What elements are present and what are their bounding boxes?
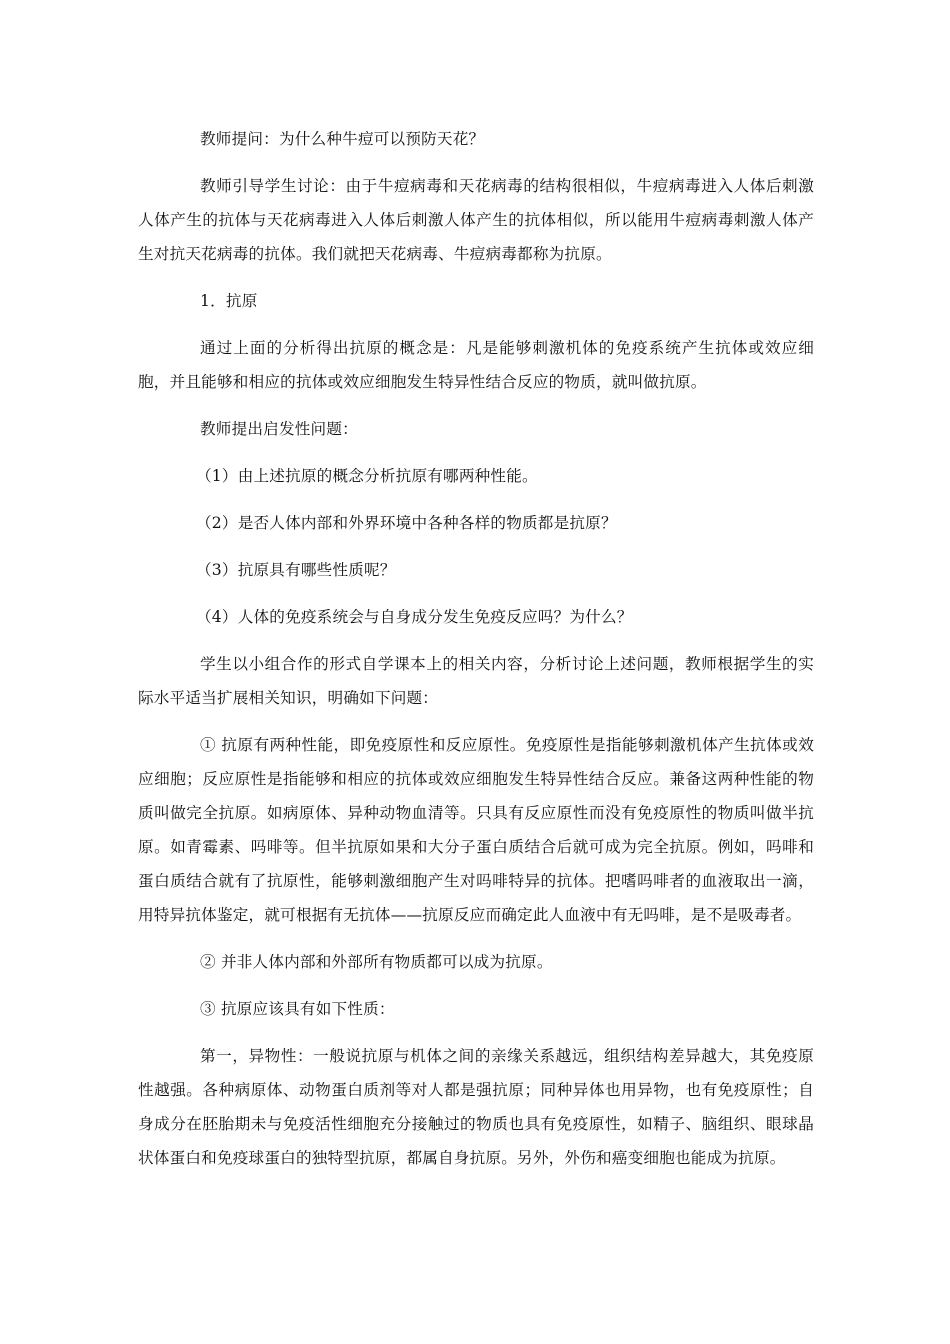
answer-item-3: ③ 抗原应该具有如下性质： [200, 1000, 395, 1018]
answer-item-2: ② 并非人体内部和外部所有物质都可以成为抗原。 [200, 953, 553, 971]
paragraph-antigen-concept: 通过上面的分析得出抗原的概念是：凡是能够刺激机体的免疫系统产生抗体或效应细胞，并且能够和相应的抗体或效应细胞发生特异性结合反应的物质，就叫做抗原。 [138, 339, 814, 391]
question-item-3: （3）抗原具有哪些性质呢？ [196, 561, 396, 579]
question-item-4: （4）人体的免疫系统会与自身成分发生免疫反应吗？为什么？ [196, 608, 633, 626]
question-item-2: （2）是否人体内部和外界环境中各种各样的物质都是抗原？ [196, 514, 617, 532]
paragraph-foreignness: 第一，异物性：一般说抗原与机体之间的亲缘关系越远，组织结构差异越大，其免疫原性越强。各种病原体、动物蛋白质剂等对人都是强抗原；同种异体也用异物，也有免疫原性；自身成分在胚胎期未与免疫活性细胞充分接触过的物质也具有免疫原性，如精子、脑组织、眼球晶状体蛋白和免疫球蛋白的独特型抗原，都属自身抗原。另外，外伤和癌变细胞也能成为抗原。 [138, 1047, 814, 1167]
paragraph-student-group-study: 学生以小组合作的形式自学课本上的相关内容，分析讨论上述问题，教师根据学生的实际水平适当扩展相关知识，明确如下问题： [138, 655, 814, 707]
section-heading-antigen: 1．抗原 [200, 292, 258, 310]
question-item-1: （1）由上述抗原的概念分析抗原有哪两种性能。 [196, 467, 538, 485]
answer-item-1: ① 抗原有两种性能，即免疫原性和反应原性。免疫原性是指能够刺激机体产生抗体或效应细胞；反应原性是指能够和相应的抗体或效应细胞发生特异性结合反应。兼备这两种性能的物质叫做完全抗原。如病原体、异种动物血清等。只具有反应原性而没有免疫原性的物质叫做半抗原。如青霉素、吗啡等。但半抗原如果和大分子蛋白质结合后就可成为完全抗原。例如，吗啡和蛋白质结合就有了抗原性，能够刺激细胞产生对吗啡特异的抗体。把嗜吗啡者的血液取出一滴，用特异抗体鉴定，就可根据有无抗体——抗原反应而确定此人血液中有无吗啡，是不是吸毒者。 [138, 736, 814, 924]
paragraph-teacher-guides-discussion: 教师引导学生讨论：由于牛痘病毒和天花病毒的结构很相似，牛痘病毒进入人体后刺激人体产生的抗体与天花病毒进入人体后刺激人体产生的抗体相似，所以能用牛痘病毒刺激人体产生对抗天花病毒的抗体。我们就把天花病毒、牛痘病毒都称为抗原。 [138, 177, 814, 263]
paragraph-teacher-question: 教师提问：为什么种牛痘可以预防天花？ [200, 130, 485, 148]
document-body [138, 122, 814, 1188]
paragraph-heuristic-questions-intro: 教师提出启发性问题： [200, 420, 358, 438]
